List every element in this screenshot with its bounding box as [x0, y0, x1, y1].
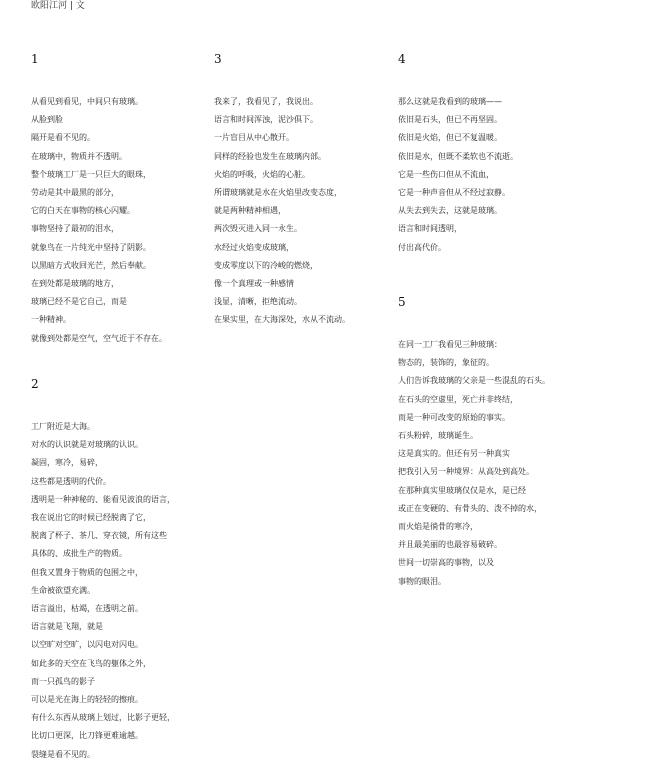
poem-line: 从失去到失去，这就是玻璃。 [398, 206, 502, 216]
poem-line: 劳动是其中最黑的部分， [31, 188, 119, 198]
poem-section-3 [214, 52, 350, 330]
poem-line: 人们告诉我玻璃的父亲是一些混乱的石头。 [398, 376, 550, 386]
poem-line: 比切口更深，比刀锋更难逾越。 [31, 731, 143, 741]
poem-line: 从看见到看见，中间只有玻璃。 [31, 97, 143, 106]
section-number: 1 [31, 52, 39, 66]
section-lines [31, 418, 175, 764]
poem-line: 两次毁灭进入同一永生。 [214, 224, 302, 234]
poem-line: 物态的，装饰的，象征的。 [398, 358, 494, 368]
poem-line: 这是真实的。但还有另一种真实 [398, 449, 510, 459]
poem-line: 如此多的天空在飞鸟的躯体之外， [31, 658, 151, 668]
poem-line: 同样的经验也发生在玻璃内部。 [214, 151, 326, 161]
poem-line: 有什么东西从玻璃上划过，比影子更轻， [31, 713, 175, 723]
poem-line: 这些都是透明的代价。 [31, 476, 111, 486]
poem-line: 生命被欲望充满。 [31, 585, 95, 595]
poem-line: 所谓玻璃就是水在火焰里改变态度， [214, 188, 342, 198]
poem-line: 隔开是看不见的。 [31, 133, 95, 143]
poem-line: 它的白天在事物的核心闪耀。 [31, 206, 135, 216]
poem-line: 我在说出它的时候已经脱离了它， [31, 513, 151, 523]
poem-line: 浅显，清晰，拒绝流动。 [214, 297, 302, 307]
poem-line: 在果实里，在大海深处，水从不流动。 [214, 315, 350, 325]
poem-section-4 [398, 52, 518, 257]
section-lines [31, 93, 167, 348]
section-lines [398, 93, 518, 257]
poem-line: 在石头的空虚里，死亡并非终结， [398, 394, 518, 404]
poem-line: 事物坚持了最初的泪水， [31, 224, 119, 234]
poem-line: 对水的认识就是对玻璃的认识。 [31, 440, 143, 450]
poem-section-2 [31, 377, 175, 764]
poem-line: 凝固，寒冷，易碎， [31, 458, 103, 468]
poem-line: 具体的、成批生产的物质。 [31, 549, 127, 559]
section-number: 3 [214, 52, 222, 66]
poem-line: 付出高代价。 [398, 242, 446, 252]
poem-line: 我来了，我看见了，我说出。 [214, 97, 318, 106]
section-number: 4 [398, 52, 406, 66]
poem-line: 而是一种可改变的原始的事实。 [398, 412, 510, 422]
poem-line: 以空旷对空旷，以闪电对闪电。 [31, 640, 143, 650]
section-lines [398, 336, 550, 591]
poem-line: 语言溢出，枯竭，在透明之前。 [31, 604, 143, 614]
poem-line: 工厂附近是大海。 [31, 422, 95, 431]
poem-line: 或正在变硬的、有骨头的、泼不掉的水， [398, 503, 542, 513]
poem-section-1 [31, 52, 167, 348]
poem-line: 可以是光在海上的轻轻的擦痕。 [31, 695, 143, 705]
poem-line: 语言就是飞翔，就是 [31, 622, 103, 632]
section-number: 2 [31, 377, 39, 391]
poem-line: 玻璃已经不是它自己，而是 [31, 297, 127, 307]
poem-line: 水经过火焰变成玻璃， [214, 242, 294, 252]
poem-line: 从脸到脸 [31, 115, 63, 125]
poem-line: 在那种真实里玻璃仅仅是水，是已经 [398, 485, 526, 495]
poem-line: 依旧是火焰，但已不复温暖。 [398, 133, 502, 143]
poem-line: 一种精神。 [31, 315, 71, 325]
poem-line: 变成零度以下的冷峻的燃烧， [214, 260, 318, 270]
poem-line: 裂缝是看不见的。 [31, 749, 95, 759]
poem-line: 石头粉碎，玻璃诞生。 [398, 431, 478, 441]
poem-line: 语言和时间浑浊，泥沙俱下。 [214, 115, 318, 125]
poem-line: 那么这就是我看到的玻璃—— [398, 97, 502, 106]
poem-line: 并且最美丽的也最容易破碎。 [398, 540, 502, 550]
poem-line: 透明是一种神秘的、能看见波浪的语言， [31, 494, 175, 504]
poem-line: 一片盲目从中心散开。 [214, 133, 294, 143]
section-lines [214, 93, 350, 330]
poem-line: 事物的眼泪。 [398, 576, 446, 586]
poem-line: 火焰的呼吸，火焰的心脏。 [214, 169, 310, 179]
poem-line: 在玻璃中，物质并不透明。 [31, 151, 127, 161]
poem-line: 依旧是水，但既不柔软也不流逝。 [398, 151, 518, 161]
poem-line: 而一只孤鸟的影子 [31, 676, 95, 686]
poem-line: 世间一切崇高的事物，以及 [398, 558, 494, 568]
poem-line: 依旧是石头，但已不再坚固。 [398, 115, 502, 125]
poem-line: 但我又置身于物质的包围之中， [31, 567, 143, 577]
poem-line: 把我引入另一种境界：从高处到高处。 [398, 467, 534, 477]
poem-line: 就像到处都是空气，空气近于不存在。 [31, 333, 167, 343]
poem-line: 脱离了杯子、茶几、穿衣镜，所有这些 [31, 531, 167, 541]
poem-line: 而火焰是徜骨的寒冷， [398, 522, 478, 532]
poem-line: 语言和时间透明， [398, 224, 462, 234]
poem-line: 它是一种声音但从不经过寂静。 [398, 188, 510, 198]
poem-line: 整个玻璃工厂是一只巨大的眼珠， [31, 169, 151, 179]
poem-line: 就是两种精神相遇， [214, 206, 286, 216]
author-header: 欧阳江河 | 文 [31, 1, 85, 11]
poem-line: 以黑暗方式收回光芒，然后奉献。 [31, 260, 151, 270]
poem-line: 就象鸟在一片纯光中坚持了阴影。 [31, 242, 151, 252]
poem-line: 在同一工厂我看见三种玻璃： [398, 340, 502, 349]
poem-line: 在到处都是玻璃的地方， [31, 279, 119, 289]
poem-line: 像一个真理或一种感情 [214, 279, 294, 289]
poem-line: 它是一些伤口但从不流血， [398, 169, 494, 179]
section-number: 5 [398, 295, 406, 309]
poem-section-5 [398, 295, 550, 591]
